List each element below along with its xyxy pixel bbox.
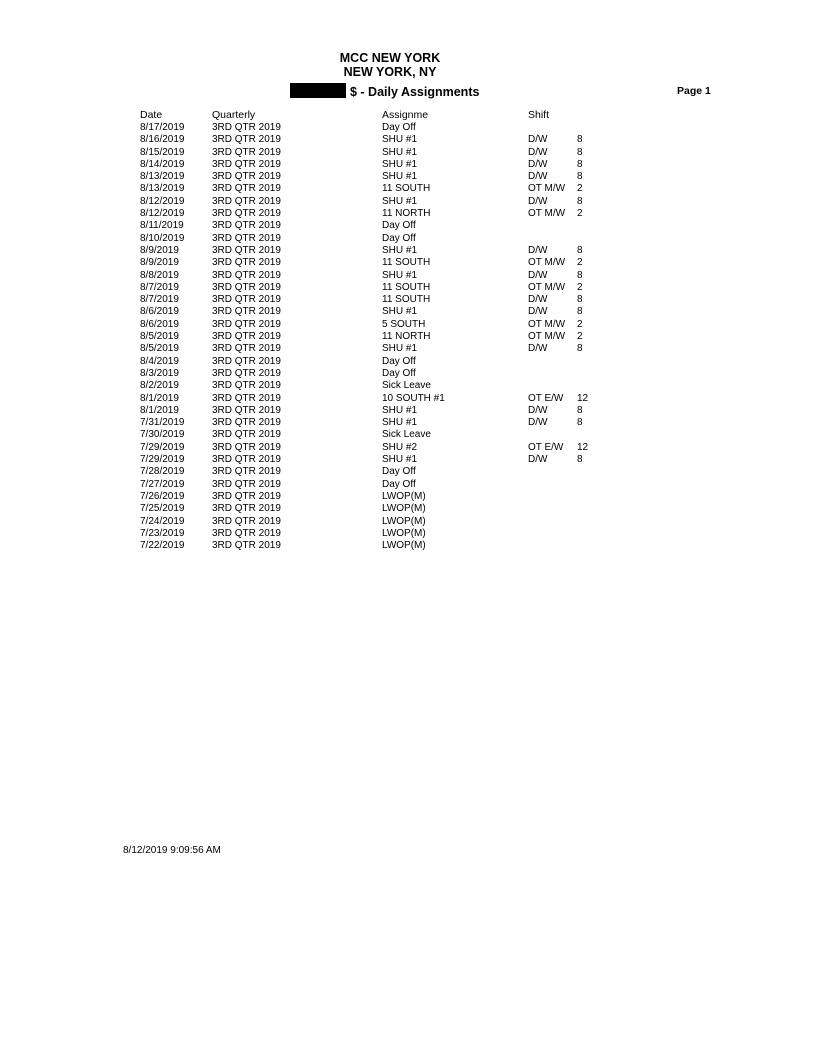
hours-cell: 2 bbox=[577, 208, 583, 220]
date-cell: 8/5/2019 bbox=[140, 343, 179, 355]
table-row bbox=[0, 356, 816, 368]
hours-cell: 2 bbox=[577, 281, 583, 293]
shift-cell: D/W bbox=[528, 306, 548, 318]
quarterly-cell: 3RD QTR 2019 bbox=[212, 244, 281, 256]
quarterly-cell: 3RD QTR 2019 bbox=[212, 208, 281, 220]
report-title bbox=[290, 83, 479, 99]
date-cell: 7/30/2019 bbox=[140, 429, 185, 441]
table-row bbox=[0, 331, 816, 343]
date-cell: 8/7/2019 bbox=[140, 281, 179, 293]
quarterly-cell: 3RD QTR 2019 bbox=[212, 281, 281, 293]
hours-cell: 8 bbox=[577, 244, 583, 256]
date-cell: 8/7/2019 bbox=[140, 294, 179, 306]
date-cell: 8/5/2019 bbox=[140, 331, 179, 343]
shift-cell: OT E/W bbox=[528, 441, 564, 453]
quarterly-cell: 3RD QTR 2019 bbox=[212, 404, 281, 416]
table-row bbox=[0, 171, 816, 183]
assignment-cell: SHU #2 bbox=[382, 441, 418, 453]
report-title-text: $ - Daily Assignments bbox=[350, 85, 480, 99]
table-row bbox=[0, 368, 816, 380]
quarterly-cell: 3RD QTR 2019 bbox=[212, 122, 281, 133]
shift-cell: D/W bbox=[528, 404, 548, 416]
quarterly-cell: 3RD QTR 2019 bbox=[212, 331, 281, 343]
hours-cell: 8 bbox=[577, 306, 583, 318]
table-row bbox=[0, 417, 816, 429]
date-cell: 7/22/2019 bbox=[140, 540, 185, 552]
shift-cell: D/W bbox=[528, 343, 548, 355]
quarterly-cell: 3RD QTR 2019 bbox=[212, 454, 281, 466]
table-row bbox=[0, 319, 816, 331]
column-header-assignment: Assignme bbox=[382, 109, 429, 121]
quarterly-cell: 3RD QTR 2019 bbox=[212, 220, 281, 232]
column-header-shift: Shift bbox=[528, 109, 550, 121]
table-row bbox=[0, 405, 816, 417]
hours-cell: 8 bbox=[577, 294, 583, 306]
shift-cell: OT M/W bbox=[528, 208, 566, 220]
table-row bbox=[0, 393, 816, 405]
hours-cell: 2 bbox=[577, 257, 583, 269]
date-cell: 7/25/2019 bbox=[140, 503, 185, 515]
table-row bbox=[0, 147, 816, 159]
shift-cell: OT M/W bbox=[528, 257, 566, 269]
quarterly-cell: 3RD QTR 2019 bbox=[212, 232, 281, 244]
shift-cell: OT M/W bbox=[528, 183, 566, 195]
assignment-cell: Sick Leave bbox=[382, 429, 431, 441]
date-cell: 7/28/2019 bbox=[140, 466, 185, 478]
quarterly-cell: 3RD QTR 2019 bbox=[212, 490, 281, 502]
page-number: Page 1 bbox=[677, 85, 711, 97]
table-row bbox=[0, 454, 816, 466]
quarterly-cell: 3RD QTR 2019 bbox=[212, 269, 281, 281]
column-header-date: Date bbox=[140, 109, 163, 121]
assignment-cell: SHU #1 bbox=[382, 195, 418, 207]
hours-cell: 8 bbox=[577, 195, 583, 207]
table-row bbox=[0, 466, 816, 478]
quarterly-cell: 3RD QTR 2019 bbox=[212, 195, 281, 207]
quarterly-cell: 3RD QTR 2019 bbox=[212, 540, 281, 552]
institution-name: MCC NEW YORK bbox=[339, 51, 441, 65]
shift-cell: OT M/W bbox=[528, 281, 566, 293]
quarterly-cell: 3RD QTR 2019 bbox=[212, 158, 281, 170]
quarterly-cell: 3RD QTR 2019 bbox=[212, 527, 281, 539]
assignment-cell: LWOP(M) bbox=[382, 503, 426, 515]
quarterly-cell: 3RD QTR 2019 bbox=[212, 392, 281, 404]
assignment-cell: 5 SOUTH bbox=[382, 318, 426, 330]
assignment-cell: SHU #1 bbox=[382, 269, 418, 281]
shift-cell: OT M/W bbox=[528, 318, 566, 330]
quarterly-cell: 3RD QTR 2019 bbox=[212, 441, 281, 453]
quarterly-cell: 3RD QTR 2019 bbox=[212, 466, 281, 478]
quarterly-cell: 3RD QTR 2019 bbox=[212, 294, 281, 306]
quarterly-cell: 3RD QTR 2019 bbox=[212, 478, 281, 490]
table-row bbox=[0, 245, 816, 257]
date-cell: 8/6/2019 bbox=[140, 318, 179, 330]
date-cell: 8/8/2019 bbox=[140, 269, 179, 281]
assignment-cell: SHU #1 bbox=[382, 134, 418, 146]
assignment-cell: 11 NORTH bbox=[382, 208, 431, 220]
column-header-quarterly: Quarterly bbox=[212, 109, 256, 121]
table-row bbox=[0, 442, 816, 454]
date-cell: 7/29/2019 bbox=[140, 454, 185, 466]
assignment-cell: 11 SOUTH bbox=[382, 183, 431, 195]
date-cell: 8/9/2019 bbox=[140, 244, 179, 256]
assignment-cell: Day Off bbox=[382, 355, 416, 367]
assignment-cell: SHU #1 bbox=[382, 158, 418, 170]
quarterly-cell: 3RD QTR 2019 bbox=[212, 515, 281, 527]
table-row bbox=[0, 479, 816, 491]
date-cell: 8/3/2019 bbox=[140, 367, 179, 379]
hours-cell: 12 bbox=[577, 441, 589, 453]
shift-cell: D/W bbox=[528, 454, 548, 466]
hours-cell: 2 bbox=[577, 331, 583, 343]
date-cell: 8/10/2019 bbox=[140, 232, 185, 244]
assignment-cell: SHU #1 bbox=[382, 171, 418, 183]
table-row bbox=[0, 294, 816, 306]
assignments-table bbox=[0, 122, 816, 552]
assignment-cell: SHU #1 bbox=[382, 404, 418, 416]
assignment-cell: Day Off bbox=[382, 220, 416, 232]
quarterly-cell: 3RD QTR 2019 bbox=[212, 183, 281, 195]
shift-cell: OT E/W bbox=[528, 392, 564, 404]
hours-cell: 8 bbox=[577, 171, 583, 183]
hours-cell: 2 bbox=[577, 183, 583, 195]
assignment-cell: SHU #1 bbox=[382, 343, 418, 355]
assignment-cell: LWOP(M) bbox=[382, 527, 426, 539]
date-cell: 8/9/2019 bbox=[140, 257, 179, 269]
date-cell: 7/29/2019 bbox=[140, 441, 185, 453]
assignment-cell: 11 NORTH bbox=[382, 331, 431, 343]
table-row bbox=[0, 491, 816, 503]
table-row bbox=[0, 159, 816, 171]
hours-cell: 8 bbox=[577, 404, 583, 416]
assignment-cell: SHU #1 bbox=[382, 454, 418, 466]
table-row bbox=[0, 183, 816, 195]
table-row bbox=[0, 343, 816, 355]
hours-cell: 8 bbox=[577, 146, 583, 158]
quarterly-cell: 3RD QTR 2019 bbox=[212, 355, 281, 367]
quarterly-cell: 3RD QTR 2019 bbox=[212, 417, 281, 429]
table-row bbox=[0, 282, 816, 294]
date-cell: 7/24/2019 bbox=[140, 515, 185, 527]
hours-cell: 8 bbox=[577, 269, 583, 281]
assignment-cell: SHU #1 bbox=[382, 417, 418, 429]
shift-cell: D/W bbox=[528, 244, 548, 256]
date-cell: 8/6/2019 bbox=[140, 306, 179, 318]
table-row bbox=[0, 257, 816, 269]
assignment-cell: SHU #1 bbox=[382, 306, 418, 318]
assignment-cell: Day Off bbox=[382, 122, 416, 133]
assignment-cell: 11 SOUTH bbox=[382, 294, 431, 306]
assignment-cell: Day Off bbox=[382, 466, 416, 478]
shift-cell: D/W bbox=[528, 171, 548, 183]
assignment-cell: 10 SOUTH #1 bbox=[382, 392, 445, 404]
table-row bbox=[0, 429, 816, 441]
assignment-cell: 11 SOUTH bbox=[382, 281, 431, 293]
assignment-cell: LWOP(M) bbox=[382, 490, 426, 502]
assignment-cell: SHU #1 bbox=[382, 244, 418, 256]
date-cell: 8/1/2019 bbox=[140, 404, 179, 416]
date-cell: 8/14/2019 bbox=[140, 158, 185, 170]
quarterly-cell: 3RD QTR 2019 bbox=[212, 257, 281, 269]
table-row bbox=[0, 503, 816, 515]
date-cell: 7/26/2019 bbox=[140, 490, 185, 502]
table-row bbox=[0, 196, 816, 208]
table-row bbox=[0, 540, 816, 552]
assignment-cell: Sick Leave bbox=[382, 380, 431, 392]
date-cell: 8/17/2019 bbox=[140, 122, 185, 133]
assignment-cell: LWOP(M) bbox=[382, 540, 426, 552]
quarterly-cell: 3RD QTR 2019 bbox=[212, 367, 281, 379]
date-cell: 8/13/2019 bbox=[140, 183, 185, 195]
redaction-box bbox=[290, 83, 346, 98]
hours-cell: 8 bbox=[577, 454, 583, 466]
shift-cell: D/W bbox=[528, 158, 548, 170]
shift-cell: OT M/W bbox=[528, 331, 566, 343]
table-row bbox=[0, 122, 816, 134]
print-timestamp: 8/12/2019 9:09:56 AM bbox=[123, 845, 221, 856]
shift-cell: D/W bbox=[528, 417, 548, 429]
table-row bbox=[0, 220, 816, 232]
institution-location: NEW YORK, NY bbox=[343, 65, 437, 79]
table-row bbox=[0, 528, 816, 540]
table-row bbox=[0, 380, 816, 392]
quarterly-cell: 3RD QTR 2019 bbox=[212, 318, 281, 330]
date-cell: 7/27/2019 bbox=[140, 478, 185, 490]
shift-cell: D/W bbox=[528, 195, 548, 207]
assignment-cell: SHU #1 bbox=[382, 146, 418, 158]
shift-cell: D/W bbox=[528, 294, 548, 306]
date-cell: 8/12/2019 bbox=[140, 208, 185, 220]
table-row bbox=[0, 516, 816, 528]
hours-cell: 8 bbox=[577, 134, 583, 146]
date-cell: 8/2/2019 bbox=[140, 380, 179, 392]
table-row bbox=[0, 233, 816, 245]
hours-cell: 8 bbox=[577, 158, 583, 170]
date-cell: 8/15/2019 bbox=[140, 146, 185, 158]
table-row bbox=[0, 134, 816, 146]
date-cell: 8/4/2019 bbox=[140, 355, 179, 367]
quarterly-cell: 3RD QTR 2019 bbox=[212, 306, 281, 318]
hours-cell: 12 bbox=[577, 392, 589, 404]
quarterly-cell: 3RD QTR 2019 bbox=[212, 380, 281, 392]
quarterly-cell: 3RD QTR 2019 bbox=[212, 134, 281, 146]
assignment-cell: Day Off bbox=[382, 367, 416, 379]
quarterly-cell: 3RD QTR 2019 bbox=[212, 343, 281, 355]
date-cell: 8/13/2019 bbox=[140, 171, 185, 183]
shift-cell: D/W bbox=[528, 269, 548, 281]
hours-cell: 2 bbox=[577, 318, 583, 330]
date-cell: 8/12/2019 bbox=[140, 195, 185, 207]
table-row bbox=[0, 208, 816, 220]
quarterly-cell: 3RD QTR 2019 bbox=[212, 171, 281, 183]
shift-cell: D/W bbox=[528, 146, 548, 158]
assignment-cell: LWOP(M) bbox=[382, 515, 426, 527]
hours-cell: 8 bbox=[577, 417, 583, 429]
quarterly-cell: 3RD QTR 2019 bbox=[212, 146, 281, 158]
date-cell: 7/23/2019 bbox=[140, 527, 185, 539]
quarterly-cell: 3RD QTR 2019 bbox=[212, 503, 281, 515]
assignment-cell: 11 SOUTH bbox=[382, 257, 431, 269]
table-row bbox=[0, 270, 816, 282]
hours-cell: 8 bbox=[577, 343, 583, 355]
assignment-cell: Day Off bbox=[382, 478, 416, 490]
table-row bbox=[0, 306, 816, 318]
date-cell: 8/1/2019 bbox=[140, 392, 179, 404]
assignment-cell: Day Off bbox=[382, 232, 416, 244]
date-cell: 8/11/2019 bbox=[140, 220, 184, 232]
date-cell: 8/16/2019 bbox=[140, 134, 185, 146]
date-cell: 7/31/2019 bbox=[140, 417, 185, 429]
quarterly-cell: 3RD QTR 2019 bbox=[212, 429, 281, 441]
shift-cell: D/W bbox=[528, 134, 548, 146]
